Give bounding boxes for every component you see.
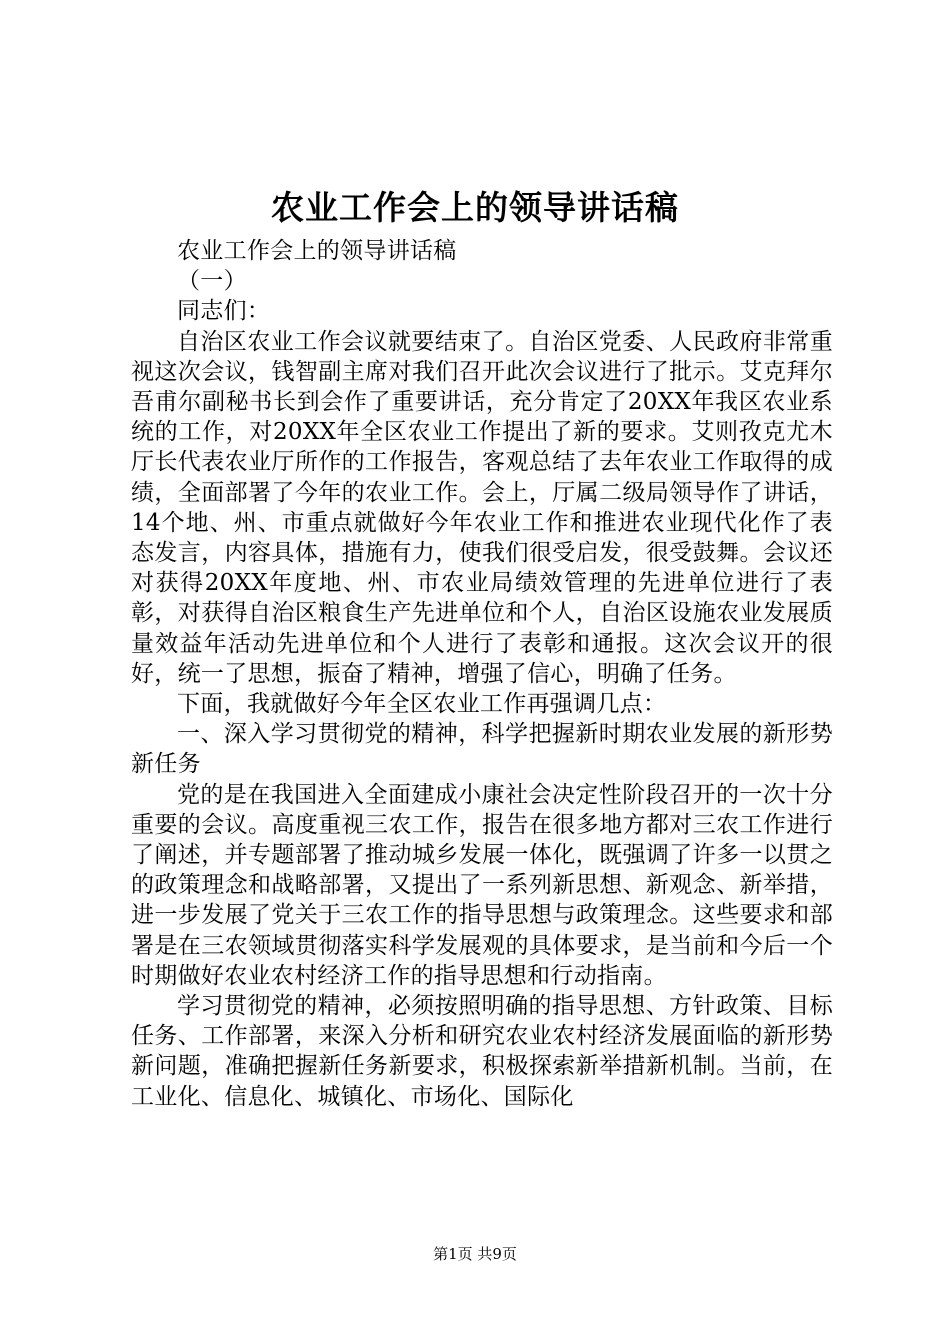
body-paragraph: 党的是在我国进入全面建成小康社会决定性阶段召开的一次十分重要的会议。高度重视三农工作，报告在很多地方都对三农工作进行了阐述，并专题部署了推动城乡发展一体化，既强调了许多一以贯之的政策理念和战略部署，又提出了一系列新思想、新观念、新举措，进一步发展了党关于三农工作的指导思想与政策理念。这些要求和部署是在三农领域贯彻落实科学发展观的具体要求，是当前和今后一个时期做好农业农村经济工作的指导思想和行动指南。 [131, 781, 833, 989]
subtitle-paragraph: 农业工作会上的领导讲话稿 [177, 238, 457, 264]
body-paragraph: 下面，我就做好今年全区农业工作再强调几点： [177, 691, 667, 718]
salutation-paragraph: 同志们： [177, 298, 271, 325]
section-number-paragraph: （一） [177, 268, 247, 295]
body-paragraph: 自治区农业工作会议就要结束了。自治区党委、人民政府非常重视这次会议，钱智副主席对我们召开此次会议进行了批示。艾克拜尔吾甫尔副秘书长到会作了重要讲话，充分肯定了20XX年我区农业系统的工作，对20XX年全区农业工作提出了新的要求。艾则孜克尤木厅长代表农业厅所作的工作报告，客观总结了去年农业工作取得的成绩，全面部署了今年的农业工作。会上，厅属二级局领导作了讲话，14个地、州、市重点就做好今年农业工作和推进农业现代化作了表态发言，内容具体，措施有力，使我们很受启发，很受鼓舞。会议还对获得20XX年度地、州、市农业局绩效管理的先进单位进行了表彰，对获得自治区粮食生产先进单位和个人，自治区设施农业发展质量效益年活动先进单位和个人进行了表彰和通报。这次会议开的很好，统一了思想，振奋了精神，增强了信心，明确了任务。 [131, 328, 833, 687]
body-paragraph: 学习贯彻党的精神，必须按照明确的指导思想、方针政策、目标任务、工作部署，来深入分析和研究农业农村经济发展面临的新形势新问题，准确把握新任务新要求，积极探索新举措新机制。当前，在工业化、信息化、城镇化、市场化、国际化 [131, 993, 833, 1110]
document-title: 农业工作会上的领导讲话稿 [271, 188, 679, 227]
section-heading-paragraph: 一、深入学习贯彻党的精神，科学把握新时期农业发展的新形势新任务 [131, 721, 833, 778]
document-body [131, 236, 833, 1112]
page-number-footer: 第1页 共9页 [433, 1245, 517, 1263]
